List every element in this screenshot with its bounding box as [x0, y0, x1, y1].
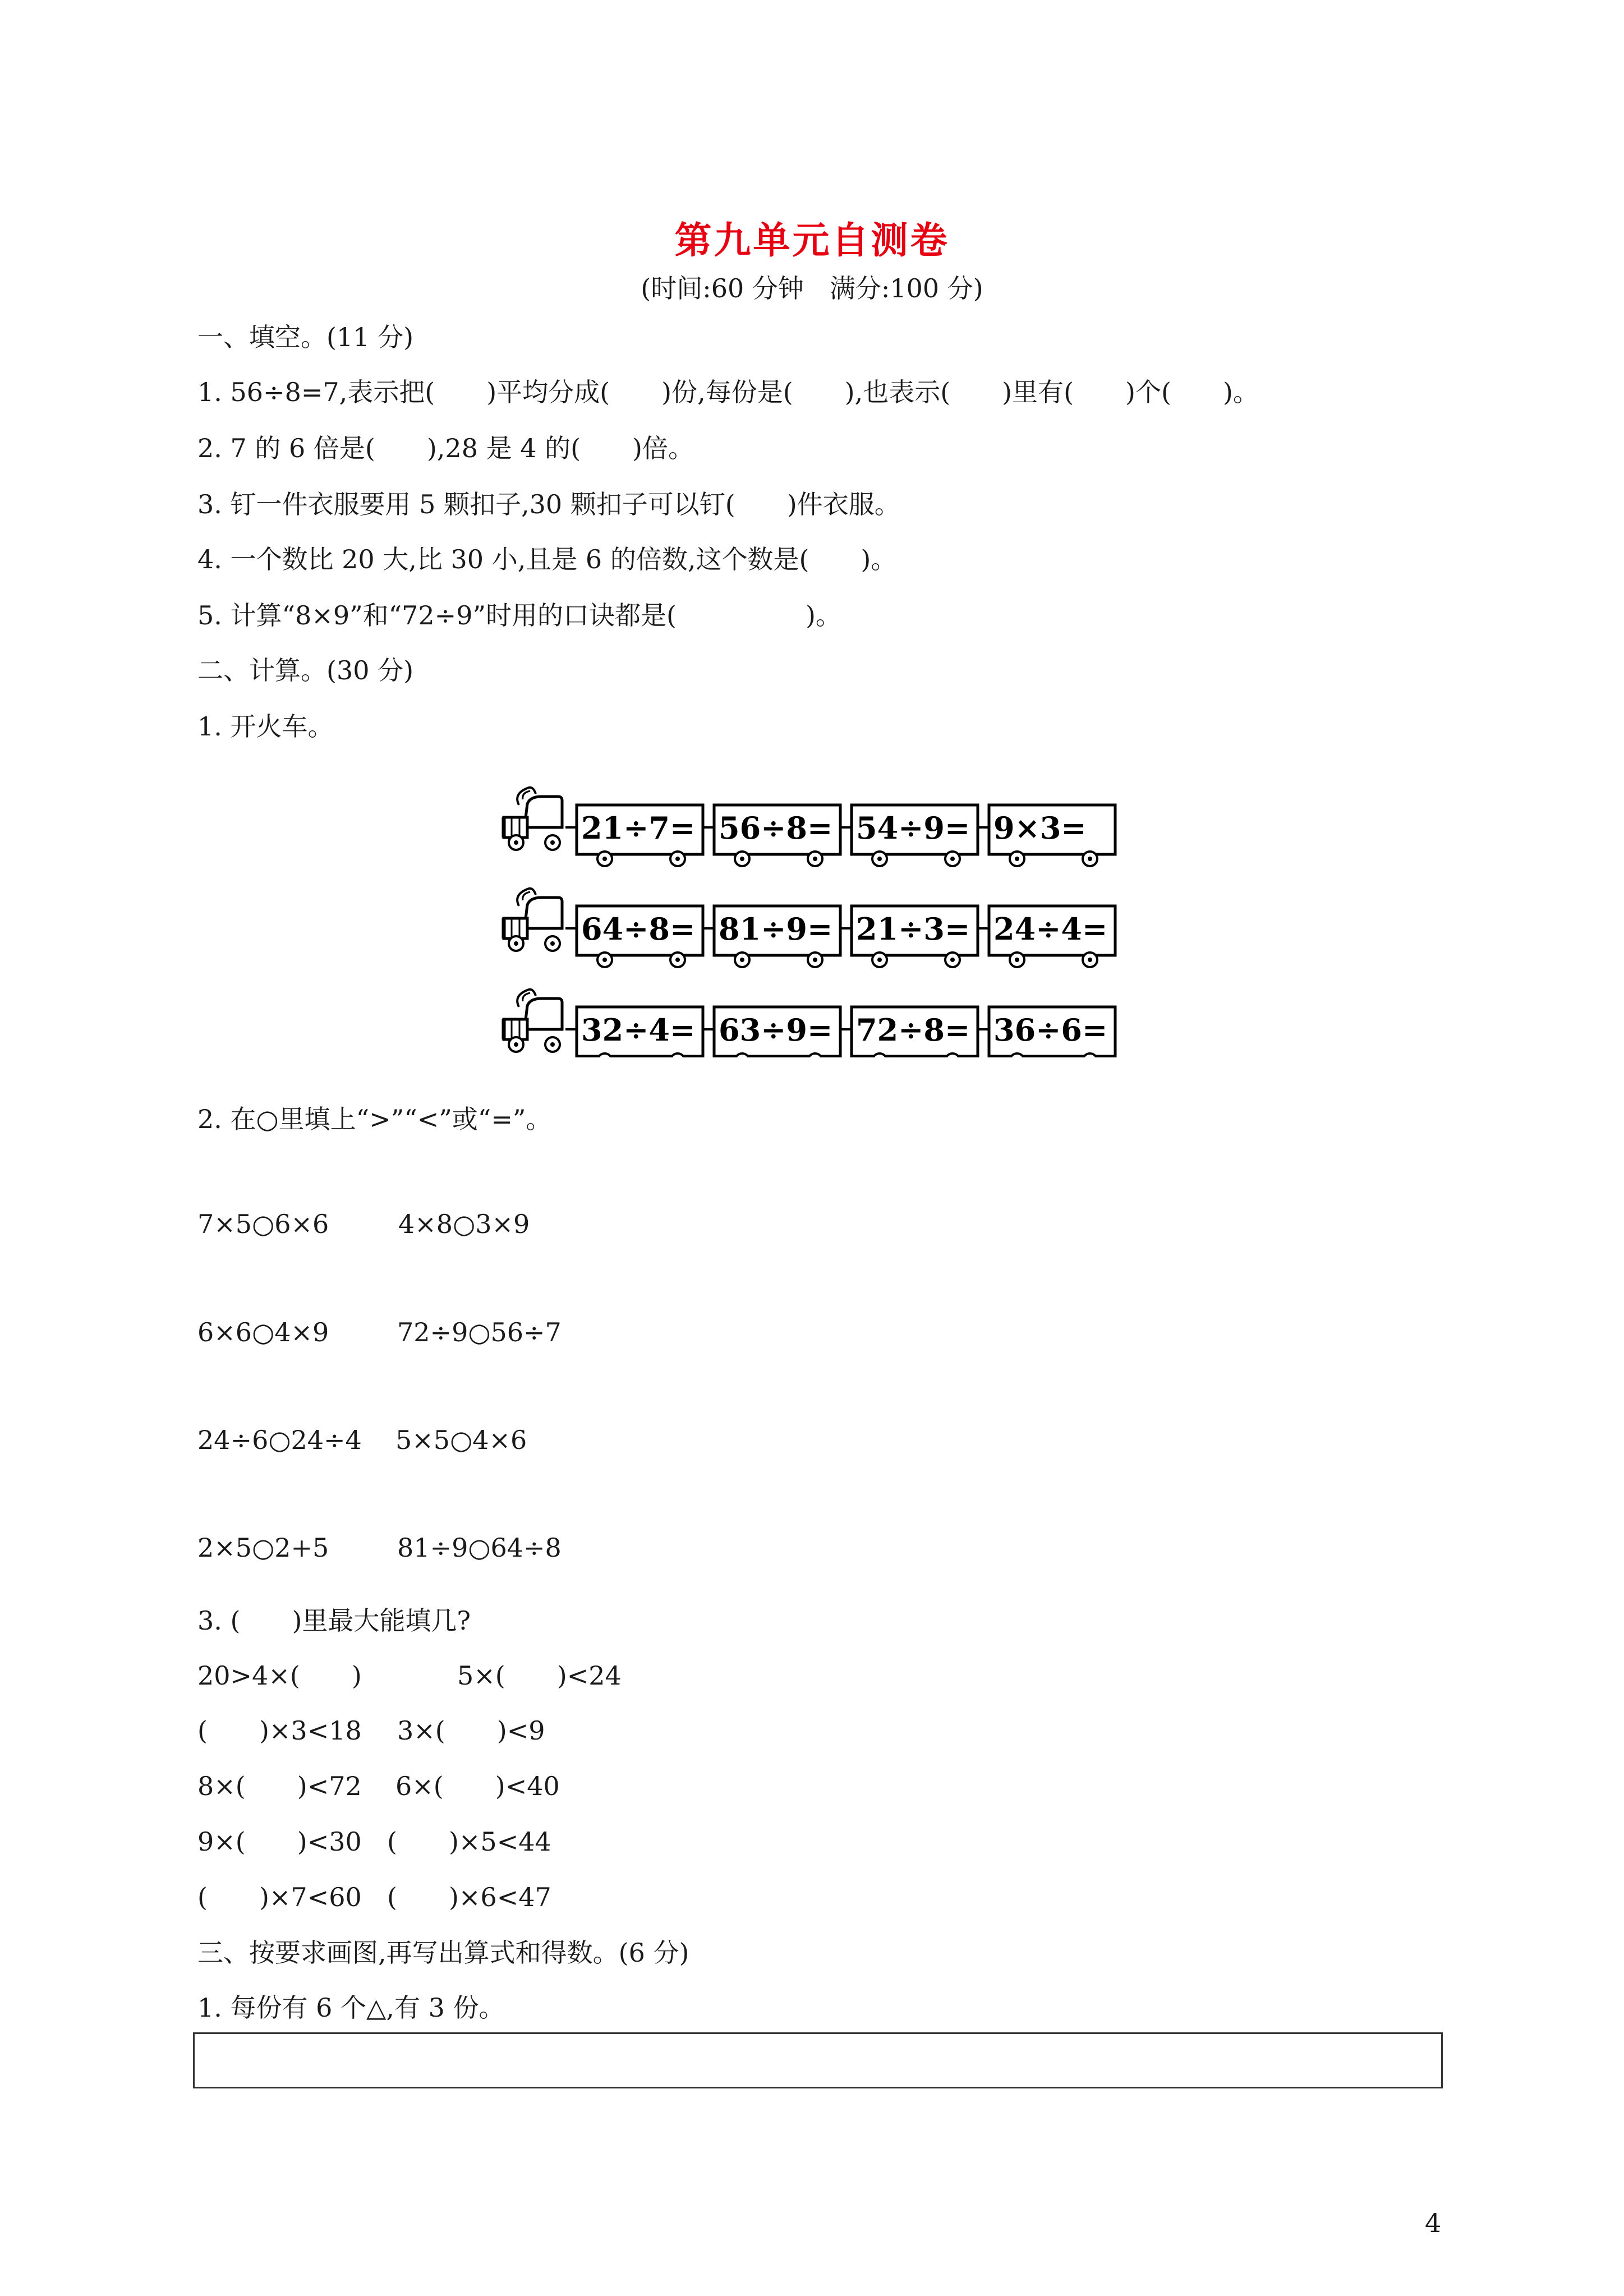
car-wheel — [808, 953, 822, 967]
train-car — [840, 805, 978, 866]
question-1-3: 3. 钉一件衣服要用 5 颗扣子,30 颗扣子可以钉( )件衣服。 — [197, 489, 900, 519]
compare-right-0: 4×8○3×9 — [398, 1209, 530, 1239]
question-2-2: 2. 在○里填上“>”“<”或“=”。 — [197, 1104, 552, 1134]
compare-right-2: 5×5○4×6 — [395, 1425, 527, 1455]
train-car-expression: 32÷4= — [581, 1012, 696, 1048]
maxfill-left-1: ( )×3<18 — [197, 1715, 362, 1746]
compare-right-3: 81÷9○64÷8 — [397, 1533, 562, 1563]
train-car-expression: 9×3= — [993, 810, 1087, 846]
train-car-expression: 24÷4= — [993, 911, 1108, 947]
maxfill-right-3: ( )×5<44 — [387, 1826, 551, 1857]
car-wheel — [670, 852, 685, 866]
maxfill-left-2: 8×( )<72 — [197, 1771, 362, 1801]
question-3-1: 1. 每份有 6 个△,有 3 份。 — [197, 1993, 505, 2023]
car-wheel — [872, 953, 887, 967]
car-wheel — [872, 852, 887, 866]
car-wheel — [945, 953, 960, 967]
car-wheel — [597, 852, 612, 866]
locomotive — [504, 889, 562, 951]
compare-right-1: 72÷9○56÷7 — [397, 1317, 562, 1347]
car-wheel — [1010, 852, 1024, 866]
train-car-expression: 81÷9= — [719, 911, 833, 947]
question-2-1: 1. 开火车。 — [197, 711, 334, 742]
maxfill-right-0: 5×( )<24 — [457, 1660, 622, 1691]
train-car-expression: 63÷9= — [719, 1012, 833, 1048]
train-car — [565, 906, 703, 967]
train-row-2 — [504, 990, 1115, 1057]
car-wheel — [670, 953, 685, 967]
train-car-expression: 56÷8= — [719, 810, 833, 846]
question-1-5: 5. 计算“8×9”和“72÷9”时用的口诀都是( )。 — [197, 600, 841, 631]
car-wheel — [735, 852, 749, 866]
maxfill-right-4: ( )×6<47 — [387, 1882, 551, 1912]
page-number: 4 — [1425, 2208, 1442, 2238]
train-car — [703, 1007, 840, 1057]
question-2-3: 3. ( )里最大能填几? — [197, 1605, 471, 1636]
train-illustration — [499, 766, 1139, 1057]
car-wheel — [1083, 852, 1097, 866]
compare-left-1: 6×6○4×9 — [197, 1317, 329, 1347]
section-2-heading: 二、计算。(30 分) — [197, 655, 414, 685]
maxfill-left-0: 20>4×( ) — [197, 1660, 362, 1691]
car-wheel — [1083, 953, 1097, 967]
compare-left-3: 2×5○2+5 — [197, 1533, 329, 1563]
question-1-1: 1. 56÷8=7,表示把( )平均分成( )份,每份是( ),也表示( )里有( )个( )。 — [197, 377, 1259, 407]
train-car — [978, 1007, 1115, 1057]
train-car-expression: 72÷8= — [856, 1012, 970, 1048]
train-car — [565, 1007, 703, 1057]
locomotive — [504, 990, 562, 1052]
train-row-1 — [504, 889, 1115, 967]
page-subtitle: (时间:60 分钟 满分:100 分) — [641, 273, 983, 303]
train-row-0 — [504, 788, 1115, 866]
train-car-expression: 21÷3= — [856, 911, 970, 947]
maxfill-left-3: 9×( )<30 — [197, 1826, 362, 1857]
maxfill-right-2: 6×( )<40 — [395, 1771, 560, 1801]
train-car — [565, 805, 703, 866]
train-car-expression: 36÷6= — [993, 1012, 1108, 1048]
maxfill-left-4: ( )×7<60 — [197, 1882, 362, 1912]
train-car — [703, 906, 840, 967]
question-1-4: 4. 一个数比 20 大,比 30 小,且是 6 的倍数,这个数是( )。 — [197, 544, 897, 574]
car-wheel — [735, 953, 749, 967]
section-3-heading: 三、按要求画图,再写出算式和得数。(6 分) — [197, 1938, 689, 1968]
train-car — [978, 906, 1115, 967]
train-car — [840, 1007, 978, 1057]
train-car-expression: 21÷7= — [581, 810, 696, 846]
car-wheel — [597, 953, 612, 967]
car-wheel — [1010, 953, 1024, 967]
compare-left-2: 24÷6○24÷4 — [197, 1425, 362, 1455]
train-car-expression: 54÷9= — [856, 810, 970, 846]
page-title: 第九单元自测卷 — [674, 218, 950, 262]
train-car-expression: 64÷8= — [581, 911, 696, 947]
section-1-heading: 一、填空。(11 分) — [197, 322, 414, 352]
car-wheel — [808, 852, 822, 866]
train-car — [703, 805, 840, 866]
answer-box[interactable] — [193, 2032, 1443, 2088]
question-1-2: 2. 7 的 6 倍是( ),28 是 4 的( )倍。 — [197, 433, 694, 463]
compare-left-0: 7×5○6×6 — [197, 1209, 329, 1239]
locomotive — [504, 788, 562, 850]
car-wheel — [945, 852, 960, 866]
train-car — [840, 906, 978, 967]
train-car — [978, 805, 1115, 866]
maxfill-right-1: 3×( )<9 — [397, 1715, 545, 1746]
